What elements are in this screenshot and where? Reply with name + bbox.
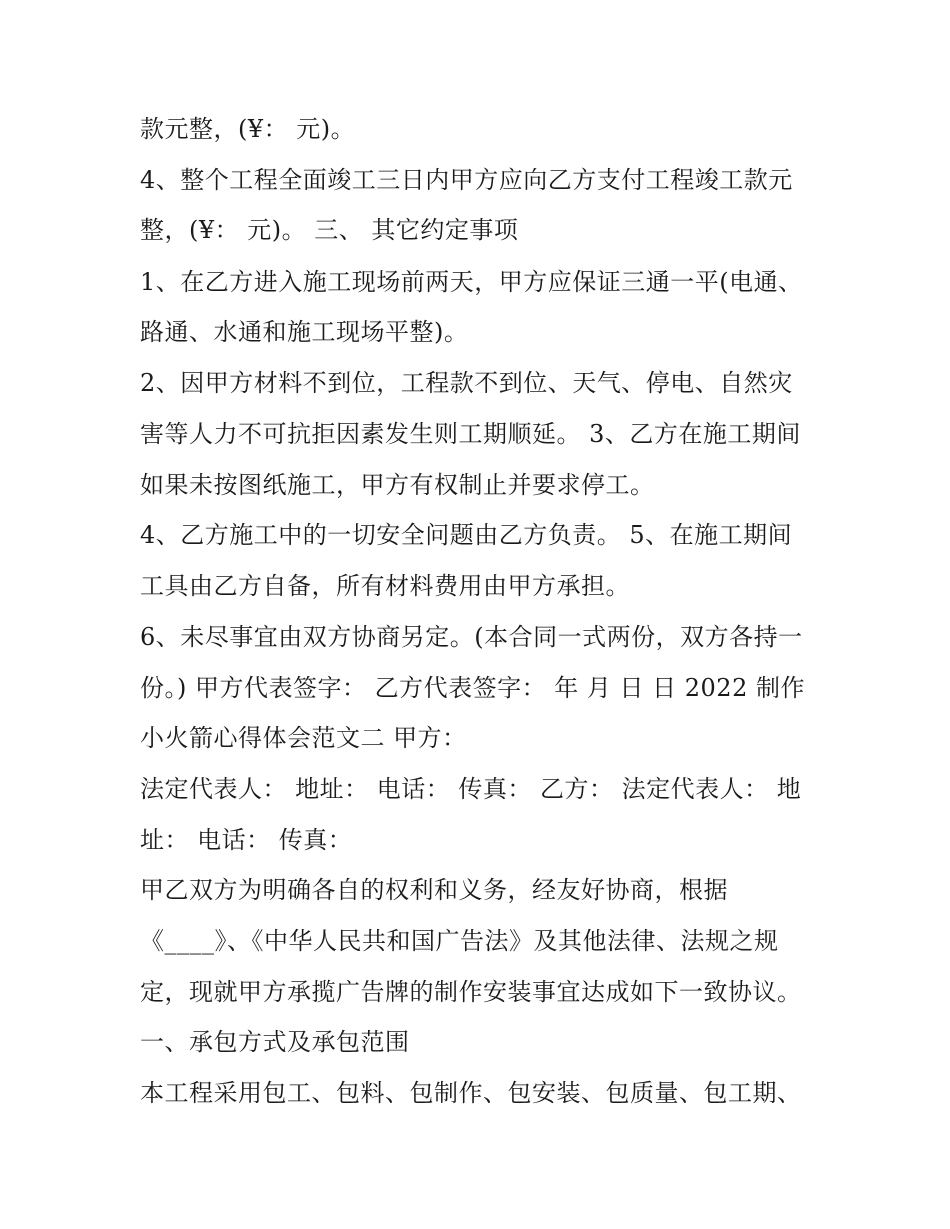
- text-line: 如果未按图纸施工，甲方有权制止并要求停工。: [140, 471, 655, 499]
- text-line: 4、乙方施工中的一切安全问题由乙方负责。 5、在施工期间: [140, 521, 793, 549]
- text-line: 法定代表人： 地址： 电话： 传真： 乙方： 法定代表人： 地: [140, 775, 802, 803]
- text-line: 工具由乙方自备，所有材料费用由甲方承担。: [140, 572, 630, 600]
- text-line: 2、因甲方材料不到位，工程款不到位、天气、停电、自然灾: [140, 369, 793, 397]
- text-line: 路通、水通和施工现场平整)。: [140, 318, 469, 346]
- text-line: 4、整个工程全面竣工三日内甲方应向乙方支付工程竣工款元: [140, 166, 793, 194]
- text-line: 本工程采用包工、包料、包制作、包安装、包质量、包工期、: [140, 1079, 802, 1107]
- text-line: 址： 电话： 传真：: [140, 826, 353, 854]
- text-line: 6、未尽事宜由双方协商另定。(本合同一式两份，双方各持一: [140, 623, 803, 651]
- text-line: 害等人力不可抗拒因素发生则工期顺延。 3、乙方在施工期间: [140, 420, 801, 448]
- text-line: 甲乙双方为明确各自的权利和义务，经友好协商，根据: [140, 876, 728, 904]
- text-line: 1、在乙方进入施工现场前两天，甲方应保证三通一平(电通、: [140, 268, 803, 296]
- text-line: 《____》、《中华人民共和国广告法》及其他法律、法规之规: [140, 927, 779, 955]
- text-line: 整，(¥： 元)。 三、 其它约定事项: [140, 216, 519, 244]
- text-line: 小火箭心得体会范文二 甲方：: [140, 724, 467, 752]
- text-line: 款元整，(¥： 元)。: [140, 115, 356, 143]
- text-line: 份。) 甲方代表签字： 乙方代表签字： 年 月 日 日 2022 制作: [140, 674, 805, 702]
- text-line: 定，现就甲方承揽广告牌的制作安装事宜达成如下一致协议。: [140, 978, 802, 1006]
- text-line: 一、承包方式及承包范围: [140, 1028, 410, 1056]
